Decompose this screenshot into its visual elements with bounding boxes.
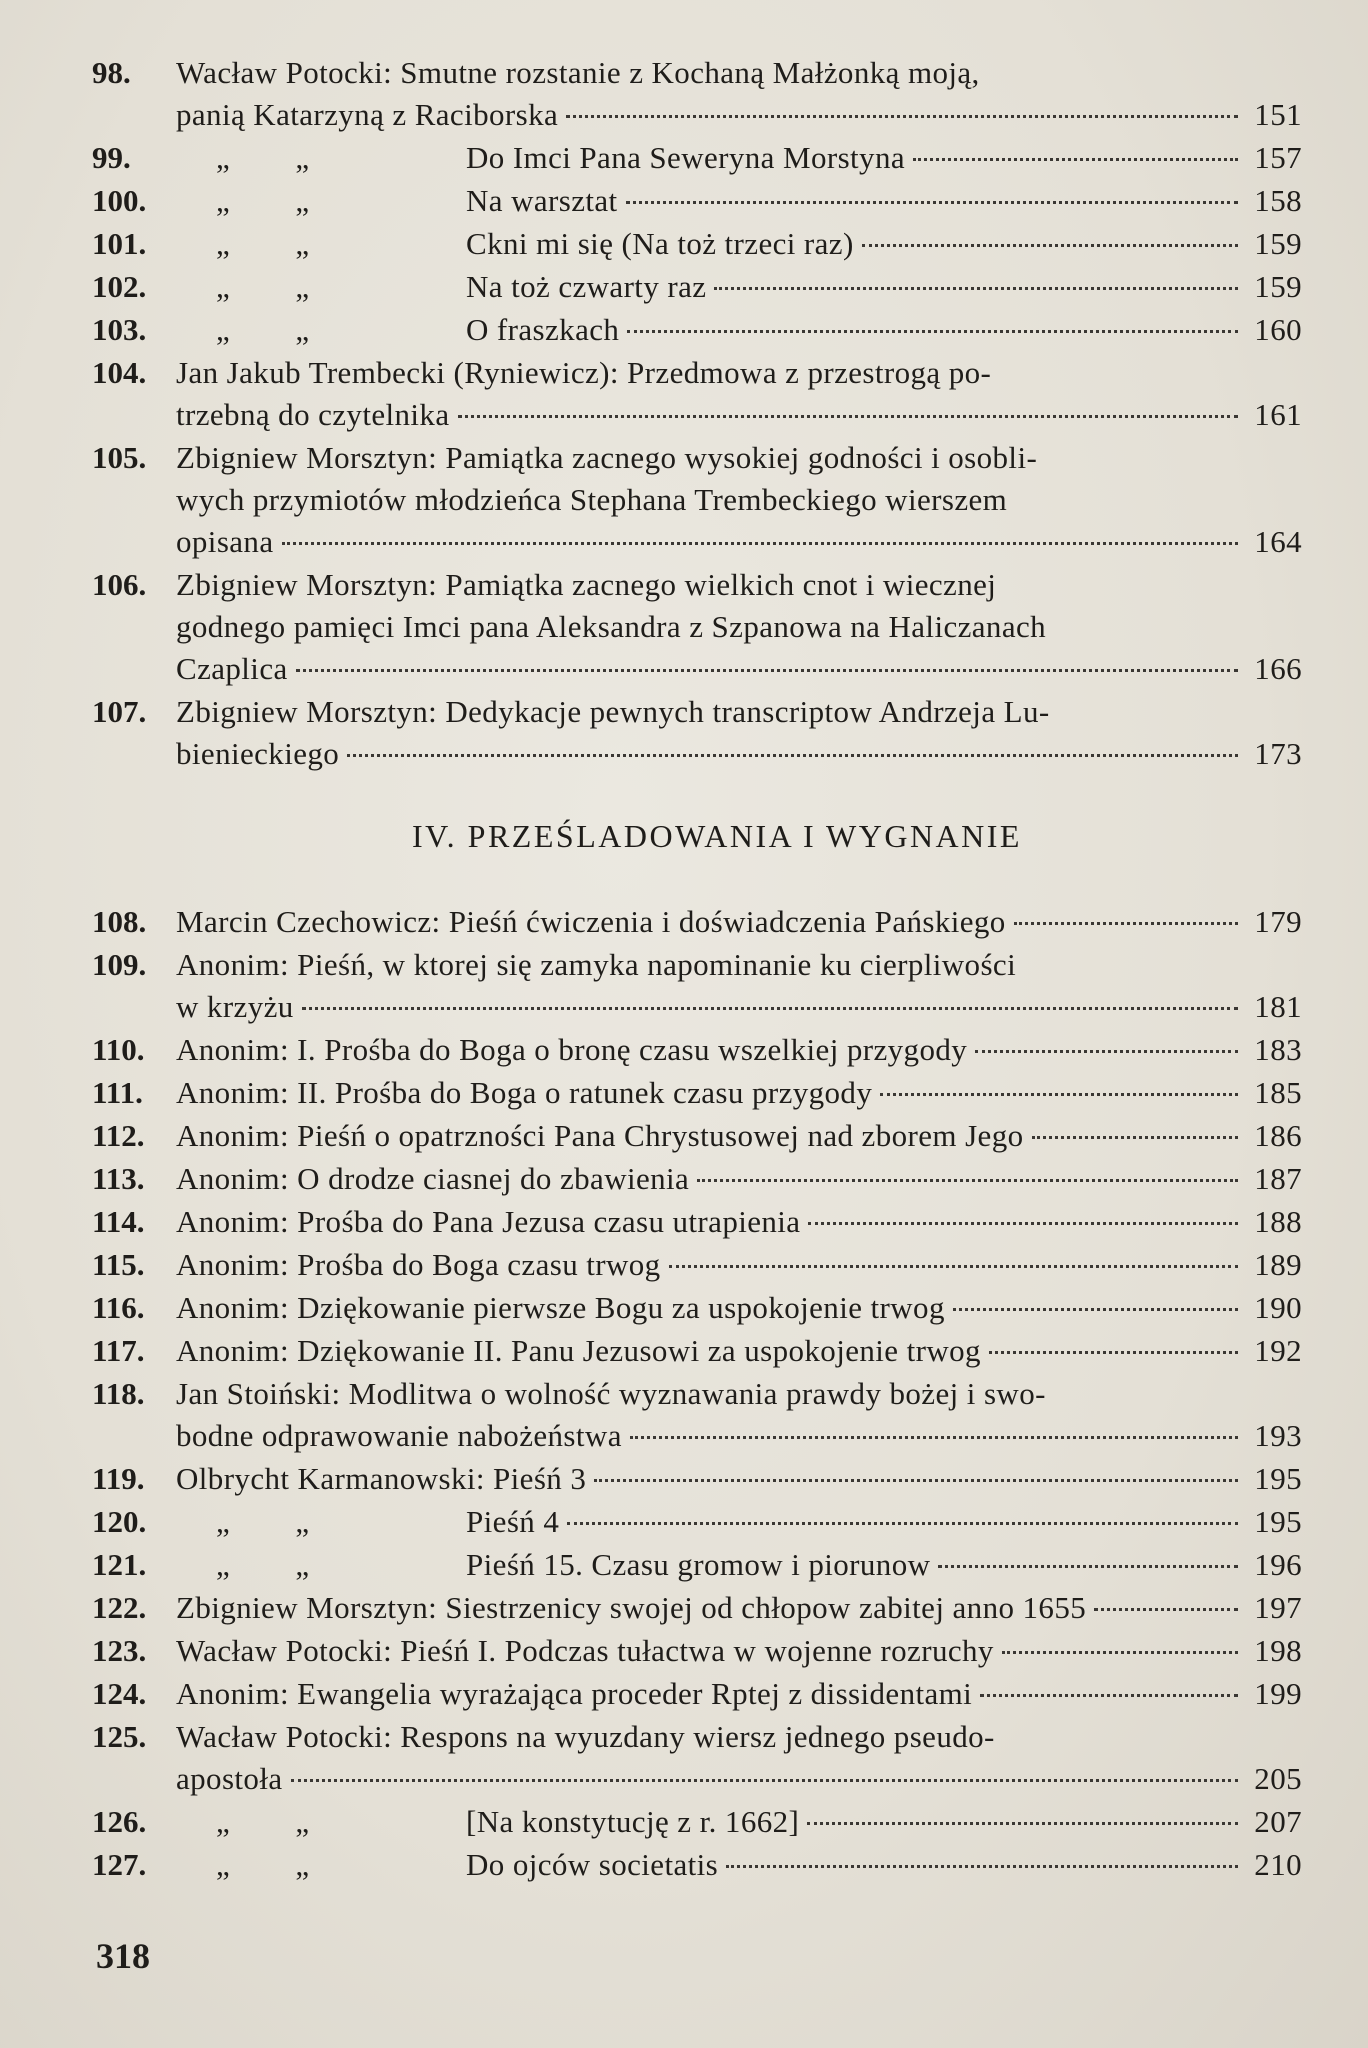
toc-entry <box>92 1501 1302 1543</box>
toc-entry <box>92 1287 1302 1329</box>
entry-line <box>176 180 1302 222</box>
entry-number: 118. <box>92 1376 145 1411</box>
entry-page-number: 160 <box>1254 312 1302 347</box>
entry-line <box>176 1844 1302 1886</box>
entry-number: 98. <box>92 55 131 90</box>
entry-line <box>176 1801 1302 1843</box>
entry-number: 102. <box>92 269 147 304</box>
entry-line <box>176 521 1302 563</box>
entry-line <box>176 1029 1302 1071</box>
toc-entry <box>92 352 1302 436</box>
entry-page-number: 157 <box>1254 140 1302 175</box>
entry-text: bodne odprawowanie nabożeństwa <box>176 1418 622 1453</box>
entry-line <box>176 1673 1302 1715</box>
ditto-marks: „ „ <box>216 269 310 304</box>
dot-leader <box>862 244 1238 247</box>
toc-entry <box>92 437 1302 563</box>
entry-page-number: 173 <box>1254 736 1302 771</box>
entry-page-number: 192 <box>1254 1333 1302 1368</box>
dot-leader <box>1032 1136 1239 1139</box>
entry-line <box>176 1501 1302 1543</box>
entry-number: 104. <box>92 355 147 390</box>
ditto-marks: „ „ <box>216 140 310 175</box>
entry-number: 121. <box>92 1547 147 1582</box>
entry-text: Anonim: Prośba do Boga czasu trwog <box>176 1247 661 1282</box>
entry-text: Anonim: II. Prośba do Boga o ratunek czasu przygody <box>176 1075 873 1110</box>
entry-line <box>176 691 1302 733</box>
entry-line <box>176 944 1302 986</box>
entry-number: 124. <box>92 1676 147 1711</box>
entry-line <box>176 1758 1302 1800</box>
entry-line <box>176 1158 1302 1200</box>
entry-line <box>176 394 1302 436</box>
entry-text: Zbigniew Morsztyn: Pamiątka zacnego wielkich cnot i wiecznej <box>176 567 997 602</box>
dot-leader <box>975 1050 1238 1053</box>
entry-number: 122. <box>92 1590 147 1625</box>
toc-entry <box>92 1801 1302 1843</box>
entry-number: 101. <box>92 226 147 261</box>
dot-leader <box>458 415 1239 418</box>
dot-leader <box>807 1822 1238 1825</box>
entry-line <box>176 1072 1302 1114</box>
entry-number: 119. <box>92 1461 145 1496</box>
entry-line <box>176 52 1302 94</box>
toc-entry <box>92 1673 1302 1715</box>
entry-number: 120. <box>92 1504 147 1539</box>
entry-line <box>176 309 1302 351</box>
entry-text: Anonim: I. Prośba do Boga o bronę czasu wszelkiej przygody <box>176 1032 968 1067</box>
entry-number: 115. <box>92 1247 145 1282</box>
dot-leader <box>1094 1608 1238 1611</box>
entry-line <box>176 352 1302 394</box>
toc-entry <box>92 137 1302 179</box>
toc-entry <box>92 944 1302 1028</box>
entry-text: Anonim: Dziękowanie II. Panu Jezusowi za uspokojenie trwog <box>176 1333 981 1368</box>
entry-text: Olbrycht Karmanowski: Pieśń 3 <box>176 1461 587 1496</box>
dot-leader <box>808 1222 1238 1225</box>
entry-line <box>176 1244 1302 1286</box>
entry-number: 107. <box>92 694 147 729</box>
entry-text: Na toż czwarty raz <box>466 269 707 304</box>
entry-text: Anonim: O drodze ciasnej do zbawienia <box>176 1161 690 1196</box>
entry-number: 109. <box>92 947 147 982</box>
entry-number: 113. <box>92 1161 145 1196</box>
entry-text: Jan Jakub Trembecki (Ryniewicz): Przedmowa z przestrogą po- <box>176 355 992 390</box>
toc-entry <box>92 1330 1302 1372</box>
entry-text: [Na konstytucję z r. 1662] <box>466 1804 800 1839</box>
entry-page-number: 159 <box>1254 226 1302 261</box>
entry-text: Zbigniew Morsztyn: Siestrzenicy swojej od chłopow zabitej anno 1655 <box>176 1590 1087 1625</box>
entry-page-number: 158 <box>1254 183 1302 218</box>
entry-number: 126. <box>92 1804 147 1839</box>
dot-leader <box>880 1093 1238 1096</box>
toc-entry <box>92 1201 1302 1243</box>
entry-line <box>176 1287 1302 1329</box>
entry-text: Anonim: Dziękowanie pierwsze Bogu za uspokojenie trwog <box>176 1290 945 1325</box>
toc-entry <box>92 266 1302 308</box>
dot-leader <box>282 542 1239 545</box>
entry-number: 114. <box>92 1204 145 1239</box>
entry-number: 123. <box>92 1633 147 1668</box>
toc-section-2 <box>92 901 1302 1886</box>
entry-line <box>176 1458 1302 1500</box>
entry-number: 125. <box>92 1719 147 1754</box>
entry-text: Ckni mi się (Na toż trzeci raz) <box>466 226 854 261</box>
dot-leader <box>697 1179 1238 1182</box>
entry-page-number: 207 <box>1254 1804 1302 1839</box>
entry-page-number: 210 <box>1254 1847 1302 1882</box>
toc-entry <box>92 52 1302 136</box>
entry-line <box>176 1373 1302 1415</box>
entry-line <box>176 1415 1302 1457</box>
entry-text: Anonim: Pieśń o opatrzności Pana Chrystusowej nad zborem Jego <box>176 1118 1024 1153</box>
entry-line <box>176 1544 1302 1586</box>
dot-leader <box>627 330 1238 333</box>
toc-entry <box>92 1716 1302 1800</box>
toc-entry <box>92 1587 1302 1629</box>
entry-text: Na warsztat <box>466 183 618 218</box>
entry-number: 110. <box>92 1032 145 1067</box>
dot-leader <box>669 1265 1238 1268</box>
toc-entry <box>92 691 1302 775</box>
dot-leader <box>630 1436 1238 1439</box>
entry-line <box>176 564 1302 606</box>
toc-entry <box>92 1072 1302 1114</box>
entry-page-number: 179 <box>1254 904 1302 939</box>
entry-page-number: 185 <box>1254 1075 1302 1110</box>
entry-page-number: 198 <box>1254 1633 1302 1668</box>
entry-text: Zbigniew Morsztyn: Dedykacje pewnych transcriptow Andrzeja Lu- <box>176 694 1050 729</box>
toc-entry <box>92 564 1302 690</box>
entry-text: Do Imci Pana Seweryna Morstyna <box>466 140 906 175</box>
entry-text: apostoła <box>176 1761 283 1796</box>
entry-text: O fraszkach <box>466 312 620 347</box>
toc-entry <box>92 1844 1302 1886</box>
entry-page-number: 190 <box>1254 1290 1302 1325</box>
entry-number: 108. <box>92 904 147 939</box>
entry-page-number: 159 <box>1254 269 1302 304</box>
dot-leader <box>296 669 1238 672</box>
entry-page-number: 188 <box>1254 1204 1302 1239</box>
entry-text: Wacław Potocki: Respons na wyuzdany wiersz jednego pseudo- <box>176 1719 995 1754</box>
entry-text: Pieśń 15. Czasu gromow i piorunow <box>466 1547 931 1582</box>
entry-page-number: 187 <box>1254 1161 1302 1196</box>
dot-leader <box>938 1565 1238 1568</box>
dot-leader <box>913 158 1238 161</box>
entry-text: godnego pamięci Imci pana Aleksandra z Szpanowa na Haliczanach <box>176 609 1047 644</box>
dot-leader <box>347 754 1238 757</box>
toc-entry <box>92 223 1302 265</box>
entry-page-number: 186 <box>1254 1118 1302 1153</box>
toc-entry <box>92 1373 1302 1457</box>
dot-leader <box>594 1479 1238 1482</box>
dot-leader <box>567 1522 1238 1525</box>
toc-entry <box>92 1158 1302 1200</box>
entry-line <box>176 901 1302 943</box>
toc-entry <box>92 901 1302 943</box>
toc-entry <box>92 309 1302 351</box>
entry-number: 117. <box>92 1333 145 1368</box>
entry-page-number: 183 <box>1254 1032 1302 1067</box>
entry-text: panią Katarzyną z Raciborska <box>176 97 559 132</box>
entry-number: 116. <box>92 1290 145 1325</box>
entry-line <box>176 479 1302 521</box>
entry-text: Anonim: Ewangelia wyrażająca proceder Rptej z dissidentami <box>176 1676 973 1711</box>
entry-text: w krzyżu <box>176 989 294 1024</box>
dot-leader <box>302 1007 1238 1010</box>
entry-text: Anonim: Pieśń, w ktorej się zamyka napominanie ku cierpliwości <box>176 947 1017 982</box>
entry-number: 103. <box>92 312 147 347</box>
entry-page-number: 189 <box>1254 1247 1302 1282</box>
dot-leader <box>989 1351 1238 1354</box>
entry-number: 127. <box>92 1847 147 1882</box>
entry-page-number: 197 <box>1254 1590 1302 1625</box>
section-heading: IV. PRZEŚLADOWANIA I WYGNANIE <box>412 818 1022 854</box>
entry-line <box>176 137 1302 179</box>
toc-entry <box>92 1115 1302 1157</box>
entry-page-number: 193 <box>1254 1418 1302 1453</box>
entry-line <box>176 1630 1302 1672</box>
dot-leader <box>1002 1651 1238 1654</box>
entry-line <box>176 1330 1302 1372</box>
toc-entry <box>92 1244 1302 1286</box>
entry-number: 112. <box>92 1118 145 1153</box>
toc-entry <box>92 1458 1302 1500</box>
entry-text: Wacław Potocki: Smutne rozstanie z Kochaną Małżonką moją, <box>176 55 980 90</box>
entry-text: Jan Stoiński: Modlitwa o wolność wyznawania prawdy bożej i swo- <box>176 1376 1046 1411</box>
entry-number: 100. <box>92 183 147 218</box>
entry-line <box>176 1716 1302 1758</box>
entry-line <box>176 606 1302 648</box>
toc-entry <box>92 1029 1302 1071</box>
entry-line <box>176 1201 1302 1243</box>
entry-text: trzebną do czytelnika <box>176 397 450 432</box>
entry-page-number: 195 <box>1254 1504 1302 1539</box>
table-of-contents <box>92 52 1302 1887</box>
page-number: 318 <box>96 1936 150 1976</box>
entry-text: Czaplica <box>176 651 288 686</box>
ditto-marks: „ „ <box>216 1504 310 1539</box>
toc-section-1 <box>92 52 1302 775</box>
ditto-marks: „ „ <box>216 1847 310 1882</box>
dot-leader <box>726 1865 1238 1868</box>
dot-leader <box>953 1308 1238 1311</box>
entry-text: Do ojców societatis <box>466 1847 719 1882</box>
dot-leader <box>980 1694 1238 1697</box>
entry-text: opisana <box>176 524 274 559</box>
entry-text: bienieckiego <box>176 736 340 771</box>
entry-text: wych przymiotów młodzieńca Stephana Trembeckiego wierszem <box>176 482 1008 517</box>
ditto-marks: „ „ <box>216 1547 310 1582</box>
entry-number: 111. <box>92 1075 143 1110</box>
entry-page-number: 195 <box>1254 1461 1302 1496</box>
entry-text: Pieśń 4 <box>466 1504 560 1539</box>
toc-entry <box>92 1544 1302 1586</box>
dot-leader <box>291 1779 1238 1782</box>
entry-line <box>176 94 1302 136</box>
toc-entry <box>92 180 1302 222</box>
entry-line <box>176 1115 1302 1157</box>
entry-page-number: 199 <box>1254 1676 1302 1711</box>
entry-line <box>176 986 1302 1028</box>
entry-page-number: 164 <box>1254 524 1302 559</box>
ditto-marks: „ „ <box>216 183 310 218</box>
dot-leader <box>566 115 1238 118</box>
entry-number: 105. <box>92 440 147 475</box>
entry-number: 99. <box>92 140 131 175</box>
entry-page-number: 181 <box>1254 989 1302 1024</box>
dot-leader <box>1014 922 1238 925</box>
ditto-marks: „ „ <box>216 312 310 347</box>
entry-line <box>176 437 1302 479</box>
ditto-marks: „ „ <box>216 226 310 261</box>
entry-line <box>176 223 1302 265</box>
entry-line <box>176 266 1302 308</box>
entry-line <box>176 1587 1302 1629</box>
dot-leader <box>626 201 1238 204</box>
dot-leader <box>714 287 1238 290</box>
toc-entry <box>92 1630 1302 1672</box>
ditto-marks: „ „ <box>216 1804 310 1839</box>
entry-number: 106. <box>92 567 147 602</box>
entry-text: Zbigniew Morsztyn: Pamiątka zacnego wysokiej godności i osobli- <box>176 440 1038 475</box>
entry-text: Marcin Czechowicz: Pieśń ćwiczenia i doświadczenia Pańskiego <box>176 904 1006 939</box>
entry-line <box>176 733 1302 775</box>
entry-page-number: 151 <box>1254 97 1302 132</box>
entry-text: Anonim: Prośba do Pana Jezusa czasu utrapienia <box>176 1204 801 1239</box>
entry-page-number: 205 <box>1254 1761 1302 1796</box>
entry-page-number: 166 <box>1254 651 1302 686</box>
entry-text: Wacław Potocki: Pieśń I. Podczas tułactwa w wojenne rozruchy <box>176 1633 994 1668</box>
entry-line <box>176 648 1302 690</box>
entry-page-number: 196 <box>1254 1547 1302 1582</box>
entry-page-number: 161 <box>1254 397 1302 432</box>
